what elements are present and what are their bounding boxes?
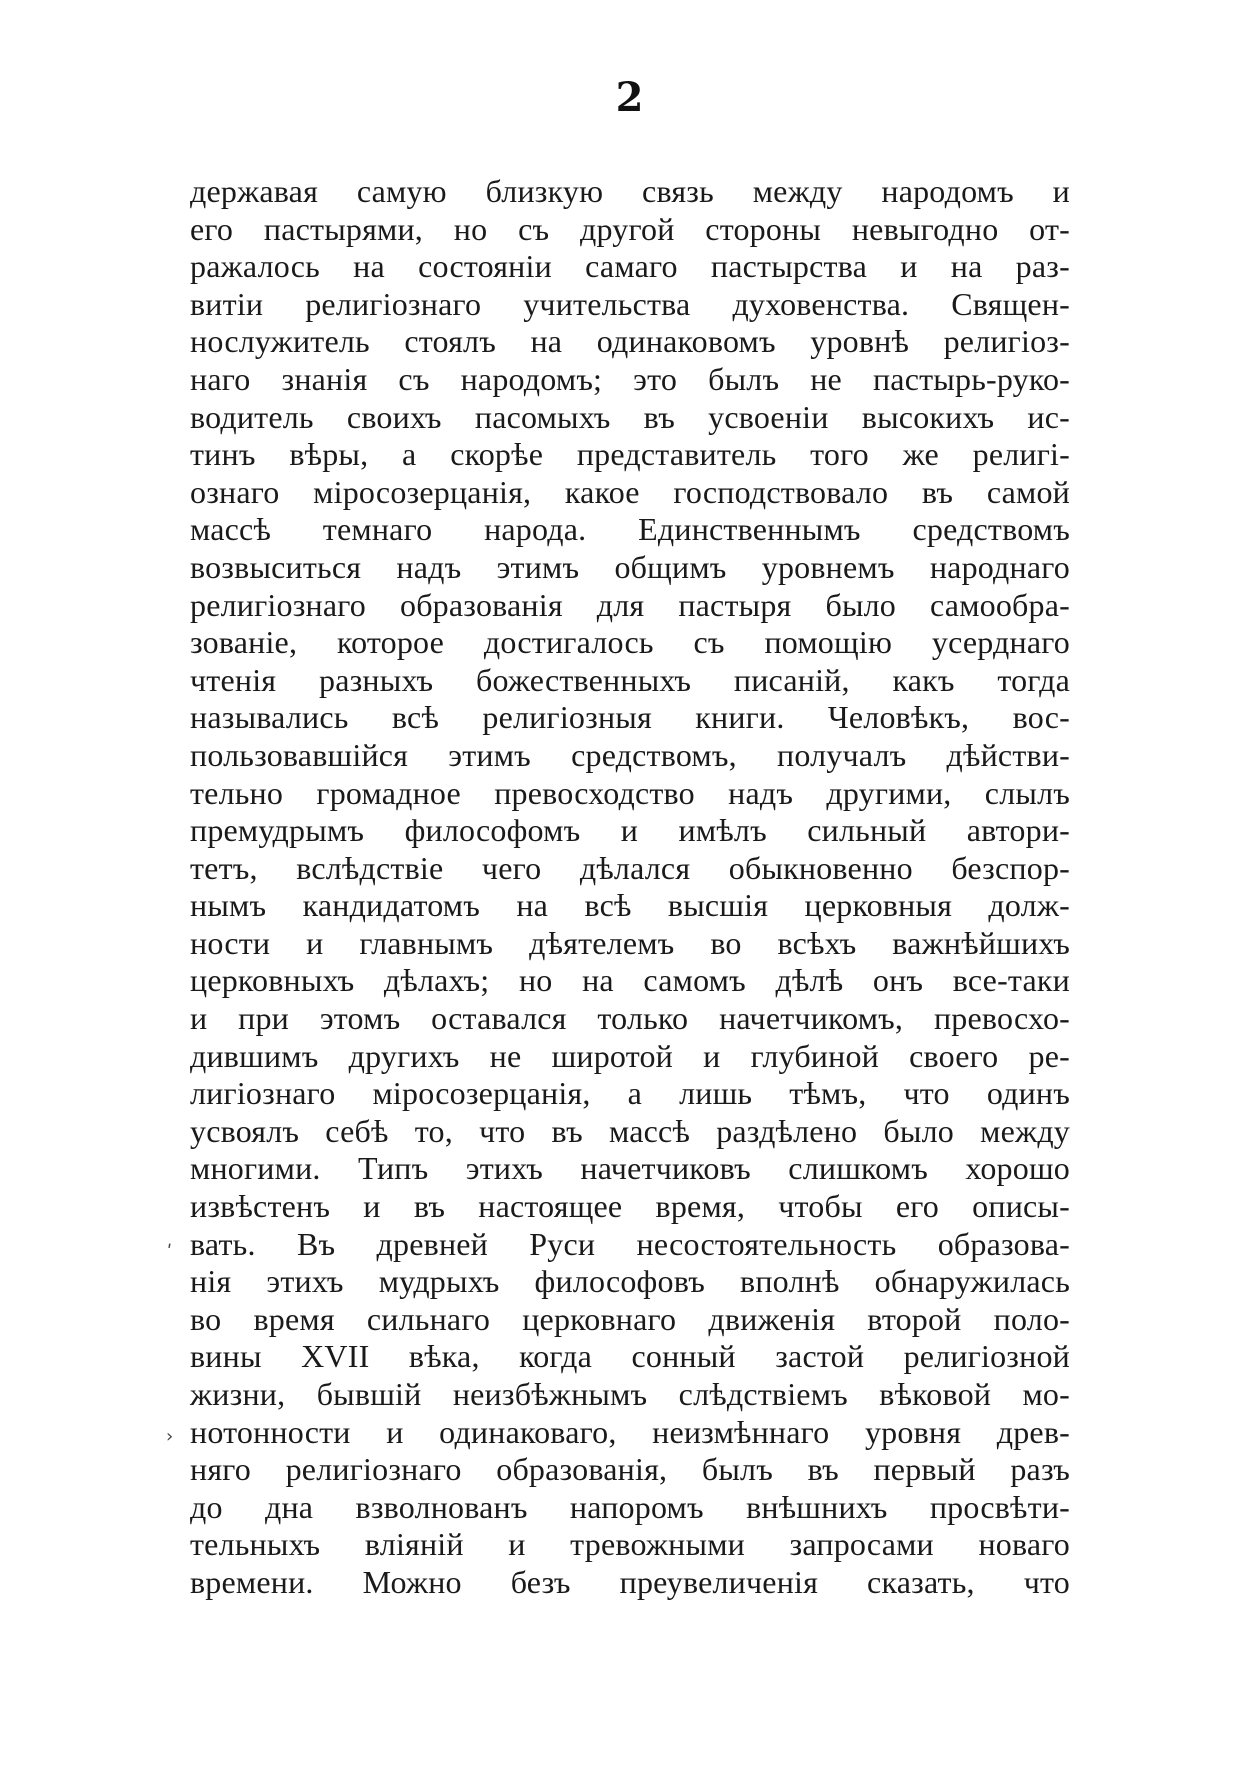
text-line-9: ознаго міросозерцанія, какое господствовало въ самой <box>190 473 1070 510</box>
text-line-37: тельныхъ вліяній и тревожными запросами новаго <box>190 1526 1070 1563</box>
text-line-19: тетъ, вслѣдствіе чего дѣлался обыкновенно безспор- <box>190 849 1070 886</box>
text-line-33: жизни, бывшій неизбѣжнымъ слѣдствіемъ вѣковой мо- <box>190 1376 1070 1412</box>
text-line-8: тинъ вѣры, а скорѣе представитель того же религі- <box>190 436 1070 473</box>
text-line-13: зованіе, которое достигалось съ помощію усерднаго <box>190 624 1070 661</box>
text-line-27: многими. Типъ этихъ начетчиковъ слишкомъ хорошо <box>190 1150 1070 1187</box>
text-line-1: державая самую близкую связь между народомъ и <box>190 173 1070 209</box>
text-line-15: назывались всѣ религіозныя книги. Человѣкъ, вос- <box>190 699 1070 736</box>
text-line-20: нымъ кандидатомъ на всѣ высшія церковныя долж- <box>190 887 1070 924</box>
text-line-2: его пастырями, но съ другой стороны невыгодно от- <box>190 210 1070 247</box>
text-line-3: ражалось на состояніи самаго пастырства и на раз- <box>190 248 1070 285</box>
text-line-4: витіи религіознаго учительства духовенства. Священ- <box>190 285 1070 322</box>
text-line-5: нослужитель стоялъ на одинаковомъ уровнѣ религіоз- <box>190 323 1070 360</box>
text-line-16: пользовавшійся этимъ средствомъ, получалъ дѣйстви- <box>190 736 1070 773</box>
text-line-31: во время сильнаго церковнаго движенія второй поло- <box>190 1300 1070 1337</box>
text-line-36: до дна взволнованъ напоромъ внѣшнихъ просвѣти- <box>190 1488 1070 1525</box>
text-line-32: вины XVII вѣка, когда сонный застой религіозной <box>190 1338 1070 1375</box>
text-line-23: и при этомъ оставался только начетчикомъ, превосхо- <box>190 1000 1070 1037</box>
text-line-30: нія этихъ мудрыхъ философовъ вполнѣ обнаружилась <box>190 1263 1070 1300</box>
text-line-7: водитель своихъ пасомыхъ въ усвоеніи высокихъ ис- <box>190 398 1070 435</box>
text-line-6: наго знанія съ народомъ; это былъ не пастырь-руко- <box>190 360 1070 397</box>
text-line-18: премудрымъ философомъ и имѣлъ сильный автори- <box>190 812 1070 849</box>
body-text <box>190 173 1070 1602</box>
text-line-35: няго религіознаго образованія, былъ въ первый разъ <box>190 1451 1070 1488</box>
text-line-25: лигіознаго міросозерцанія, а лишь тѣмъ, что одинъ <box>190 1075 1070 1112</box>
text-line-22: церковныхъ дѣлахъ; но на самомъ дѣлѣ онъ все-таки <box>190 962 1070 999</box>
text-line-11: возвыситься надъ этимъ общимъ уровнемъ народнаго <box>190 548 1070 585</box>
text-line-14: чтенія разныхъ божественныхъ писаній, какъ тогда <box>190 661 1070 698</box>
text-line-17: тельно громадное превосходство надъ другими, слылъ <box>190 774 1070 811</box>
text-line-26: усвоялъ себѣ то, что въ массѣ раздѣлено было между <box>190 1112 1070 1149</box>
margin-mark-2: › <box>166 1426 174 1447</box>
page-number: 2 <box>615 74 644 121</box>
text-line-38: времени. Можно безъ преувеличенія сказать, что <box>190 1563 1070 1600</box>
text-line-34: нотонности и одинаковаго, неизмѣннаго уровня древ- <box>190 1413 1070 1450</box>
text-line-10: массѣ темнаго народа. Единственнымъ средствомъ <box>190 511 1070 548</box>
text-line-12: религіознаго образованія для пастыря было самообра- <box>190 586 1070 623</box>
text-line-21: ности и главнымъ дѣятелемъ во всѣхъ важнѣйшихъ <box>190 924 1070 961</box>
text-line-28: извѣстенъ и въ настоящее время, чтобы его описы- <box>190 1188 1070 1225</box>
text-line-29: вать. Въ древней Руси несостоятельность образова- <box>190 1225 1070 1262</box>
text-line-24: дившимъ другихъ не широтой и глубиной своего ре- <box>190 1037 1070 1074</box>
margin-mark-1: ʹ <box>167 1242 173 1263</box>
